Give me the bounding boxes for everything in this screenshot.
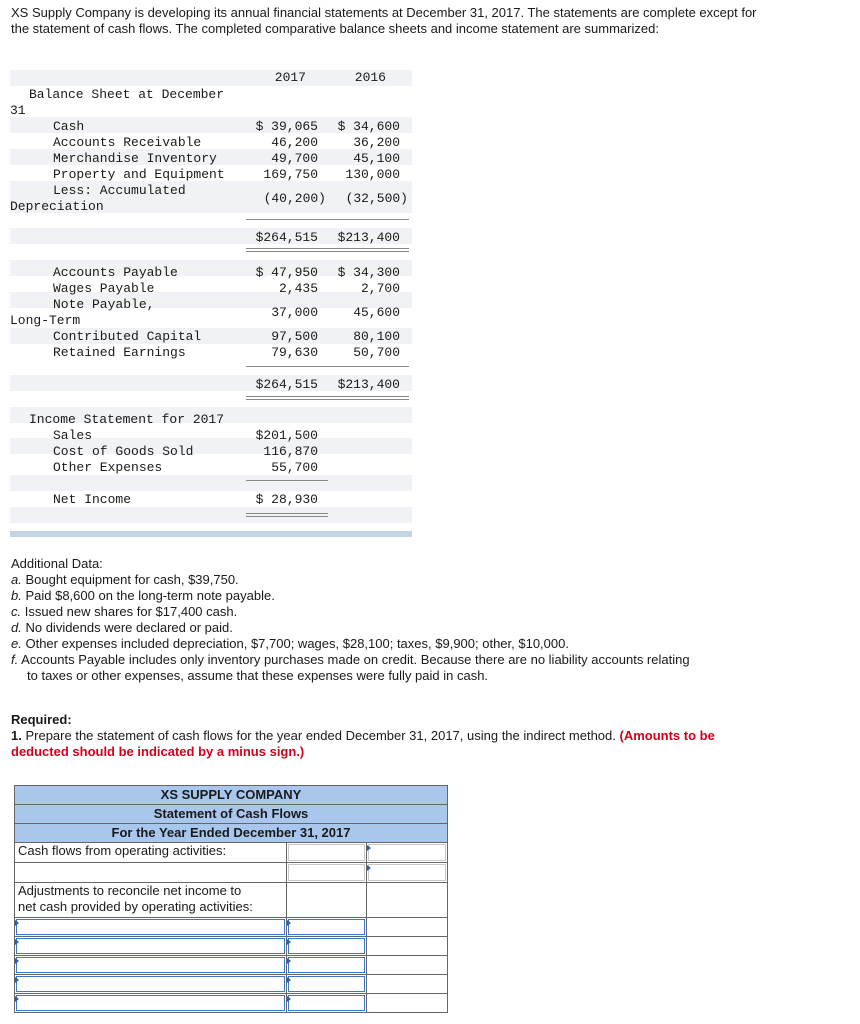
total-assets-2016: $213,400: [337, 230, 400, 245]
asset-value-2016: 45,100: [353, 151, 400, 166]
cf-period: For the Year Ended December 31, 2017: [15, 824, 447, 843]
asset-value-2017: 169,750: [263, 167, 318, 182]
additional-item: a. Bought equipment for cash, $39,750.: [11, 572, 239, 587]
required-section: [11, 712, 771, 760]
note-payable-2017: 37,000: [271, 305, 318, 320]
cf-adjustments-label: Adjustments to reconcile net income to net cash provided by operating activities:: [18, 883, 253, 914]
total-assets-2017: $264,515: [255, 230, 318, 245]
net-income-value: $ 28,930: [255, 492, 318, 507]
intro-text: XS Supply Company is developing its annual financial statements at December 31, 2017. The statements are complete except for the statement of cash flows. The completed comparative balance sheets and income statement are summarized:: [11, 5, 757, 36]
required-title: Required:: [11, 712, 72, 727]
cf-description-input[interactable]: [16, 995, 285, 1011]
total-liab-equity-2017: $264,515: [255, 377, 318, 392]
additional-item-cont: to taxes or other expenses, assume that these expenses were fully paid in cash.: [27, 668, 489, 683]
liability-value-2017: $ 47,950: [255, 265, 318, 280]
cf-operating-row: [15, 843, 447, 863]
cf-amount-input[interactable]: [288, 844, 365, 861]
income-statement-title: Income Statement for 2017: [29, 412, 225, 427]
cf-total-input[interactable]: [368, 844, 446, 861]
cf-description-input[interactable]: [16, 938, 285, 954]
cf-amount-input[interactable]: [288, 938, 365, 954]
table-row: [15, 937, 447, 956]
cf-statement-title: Statement of Cash Flows: [15, 805, 447, 824]
note-payable-2016: 45,600: [353, 305, 400, 320]
asset-value-2016: $ 34,600: [337, 119, 400, 134]
asset-label: Property and Equipment: [53, 167, 225, 182]
note-payable-label-cont: Long-Term: [10, 313, 81, 328]
cf-description-input[interactable]: [16, 976, 285, 992]
col-header-2017: 2017: [274, 70, 306, 85]
note-payable-label: Note Payable,: [53, 297, 155, 312]
income-row-value: 55,700: [271, 460, 318, 475]
accum-dep-label: Less: Accumulated: [53, 183, 186, 198]
liability-value-2016: $ 34,300: [337, 265, 400, 280]
asset-value-2016: 36,200: [353, 135, 400, 150]
liability-value-2016: 2,700: [360, 281, 400, 296]
cf-amount-input[interactable]: [288, 919, 365, 935]
liability-label: Accounts Payable: [53, 265, 178, 280]
asset-label: Cash: [53, 119, 85, 134]
cf-company-name: XS SUPPLY COMPANY: [15, 786, 447, 805]
cf-total-input[interactable]: [368, 864, 446, 881]
income-row-label: Cost of Goods Sold: [53, 444, 194, 459]
net-income-label: Net Income: [53, 492, 132, 507]
liability-label: Wages Payable: [53, 281, 155, 296]
additional-item: d. No dividends were declared or paid.: [11, 620, 233, 635]
total-liab-equity-2016: $213,400: [337, 377, 400, 392]
cf-amount-input[interactable]: [288, 976, 365, 992]
cf-operating-label: Cash flows from operating activities:: [18, 843, 227, 858]
financial-statements: [10, 70, 412, 537]
table-row: [15, 994, 447, 1013]
col-header-2016: 2016: [354, 70, 386, 85]
cf-amount-input[interactable]: [288, 957, 365, 973]
equity-label: Contributed Capital: [53, 329, 202, 344]
cf-amount-input[interactable]: [288, 995, 365, 1011]
required-instruction: 1. Prepare the statement of cash flows for the year ended December 31, 2017, using the indirect method. (Amounts to be deducted should be indicated by a minus sign.): [11, 728, 715, 759]
cf-description-input[interactable]: [16, 919, 285, 935]
additional-data: [11, 556, 811, 684]
additional-item: b. Paid $8,600 on the long-term note payable.: [11, 588, 275, 603]
asset-value-2016: 130,000: [345, 167, 400, 182]
cf-adjustments-row: [15, 883, 447, 918]
accum-dep-2016: (32,500): [345, 191, 408, 206]
balance-sheet-title: Balance Sheet at December: [29, 87, 225, 102]
asset-value-2017: 49,700: [271, 151, 318, 166]
asset-label: Merchandise Inventory: [53, 151, 217, 166]
additional-item: f. Accounts Payable includes only inventory purchases made on credit. Because there are no liability accounts relating: [11, 652, 690, 667]
equity-value-2016: 80,100: [353, 329, 400, 344]
table-row: [15, 975, 447, 994]
income-row-label: Sales: [53, 428, 93, 443]
equity-value-2016: 50,700: [353, 345, 400, 360]
additional-title: Additional Data:: [11, 556, 103, 571]
table-row: [15, 956, 447, 975]
asset-value-2017: $ 39,065: [255, 119, 318, 134]
balance-sheet-title-cont: 31: [10, 103, 26, 118]
accum-dep-2017: (40,200): [263, 191, 326, 206]
income-row-label: Other Expenses: [53, 460, 163, 475]
asset-label: Accounts Receivable: [53, 135, 202, 150]
table-row: [15, 918, 447, 937]
liability-value-2017: 2,435: [278, 281, 318, 296]
equity-value-2017: 79,630: [271, 345, 318, 360]
accum-dep-label-cont: Depreciation: [10, 199, 104, 214]
asset-value-2017: 46,200: [271, 135, 318, 150]
additional-item: c. Issued new shares for $17,400 cash.: [11, 604, 238, 619]
cash-flow-table: [14, 785, 448, 1013]
income-row-value: $201,500: [255, 428, 318, 443]
cf-description-input[interactable]: [16, 957, 285, 973]
income-row-value: 116,870: [263, 444, 318, 459]
cf-amount-input[interactable]: [288, 864, 365, 881]
additional-item: e. Other expenses included depreciation, $7,700; wages, $28,100; taxes, $9,900; other, $10,000.: [11, 636, 569, 651]
table-row: [15, 863, 447, 883]
equity-label: Retained Earnings: [53, 345, 186, 360]
equity-value-2017: 97,500: [271, 329, 318, 344]
